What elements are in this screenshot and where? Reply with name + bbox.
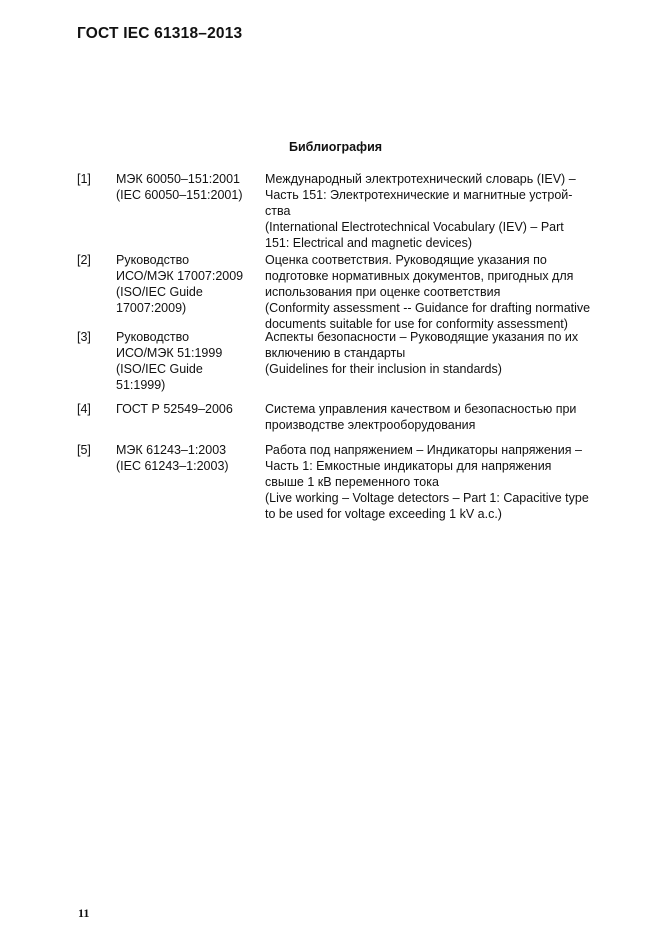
- bibliography-entry: [77, 442, 614, 522]
- entry-description-line: Часть 151: Электротехнические и магнитные устрой-: [265, 188, 573, 202]
- entry-description-line: Международный электротехнический словарь (IEV) –: [265, 172, 576, 186]
- entry-description-line: (Conformity assessment -- Guidance for drafting normative: [265, 301, 591, 315]
- entry-number: [3]: [77, 330, 91, 344]
- entry-reference: [116, 442, 262, 474]
- entry-description-line: (Guidelines for their inclusion in standards): [265, 362, 502, 376]
- entry-reference: [116, 252, 262, 316]
- bibliography-entry: [77, 329, 614, 401]
- entry-description: [265, 252, 614, 332]
- entry-description: [265, 329, 614, 377]
- bibliography-list: [77, 171, 614, 522]
- entry-number: [5]: [77, 443, 91, 457]
- entry-reference: [116, 171, 262, 203]
- entry-reference-line: ИСО/МЭК 51:1999: [116, 346, 223, 360]
- entry-reference-line: Руководство: [116, 253, 190, 267]
- entry-description-line: Оценка соответствия. Руководящие указания по: [265, 253, 547, 267]
- entry-description: [265, 401, 614, 433]
- entry-description-line: (International Electrotechnical Vocabulary (IEV) – Part: [265, 220, 564, 234]
- entry-description: [265, 171, 614, 251]
- bibliography-entry: [77, 252, 614, 329]
- entry-reference-line: МЭК 61243–1:2003: [116, 443, 227, 457]
- entry-description-line: Работа под напряжением – Индикаторы напряжения –: [265, 443, 582, 457]
- bibliography-title: Библиография: [289, 140, 383, 154]
- bibliography-entry: [77, 171, 614, 252]
- entry-reference: [116, 401, 262, 417]
- entry-reference-line: (ISO/IEC Guide: [116, 285, 203, 299]
- entry-reference-line: 17007:2009): [116, 301, 187, 315]
- entry-description-line: 151: Electrical and magnetic devices): [265, 236, 473, 250]
- entry-reference: [116, 329, 262, 393]
- entry-description: [265, 442, 614, 522]
- entry-reference-line: (ISO/IEC Guide: [116, 362, 203, 376]
- entry-reference-line: 51:1999): [116, 378, 166, 392]
- entry-reference-line: МЭК 60050–151:2001: [116, 172, 240, 186]
- entry-number: [1]: [77, 172, 91, 186]
- entry-description-line: Аспекты безопасности – Руководящие указания по их: [265, 330, 579, 344]
- entry-description-line: включению в стандарты: [265, 346, 406, 360]
- page-number: 11: [78, 906, 90, 920]
- entry-number: [2]: [77, 253, 91, 267]
- entry-reference-line: ИСО/МЭК 17007:2009: [116, 269, 244, 283]
- entry-reference-line: ГОСТ Р 52549–2006: [116, 402, 233, 416]
- entry-description-line: производстве электрооборудования: [265, 418, 476, 432]
- entry-description-line: to be used for voltage exceeding 1 kV a.c.): [265, 507, 502, 521]
- entry-description-line: свыше 1 кВ переменного тока: [265, 475, 439, 489]
- entry-description-line: Часть 1: Емкостные индикаторы для напряжения: [265, 459, 552, 473]
- entry-description-line: использования при оценке соответствия: [265, 285, 501, 299]
- entry-description-line: подготовке нормативных документов, пригодных для: [265, 269, 574, 283]
- entry-description-line: documents suitable for use for conformity assessment): [265, 317, 568, 331]
- entry-reference-line: (IEC 61243–1:2003): [116, 459, 229, 473]
- entry-description-line: (Live working – Voltage detectors – Part 1: Capacitive type: [265, 491, 589, 505]
- entry-description-line: Система управления качеством и безопасностью при: [265, 402, 577, 416]
- entry-number: [4]: [77, 402, 91, 416]
- bibliography-entry: [77, 401, 614, 442]
- document-header: ГОСТ IEC 61318–2013: [77, 25, 243, 42]
- entry-reference-line: (IEC 60050–151:2001): [116, 188, 243, 202]
- entry-description-line: ства: [265, 204, 291, 218]
- entry-reference-line: Руководство: [116, 330, 190, 344]
